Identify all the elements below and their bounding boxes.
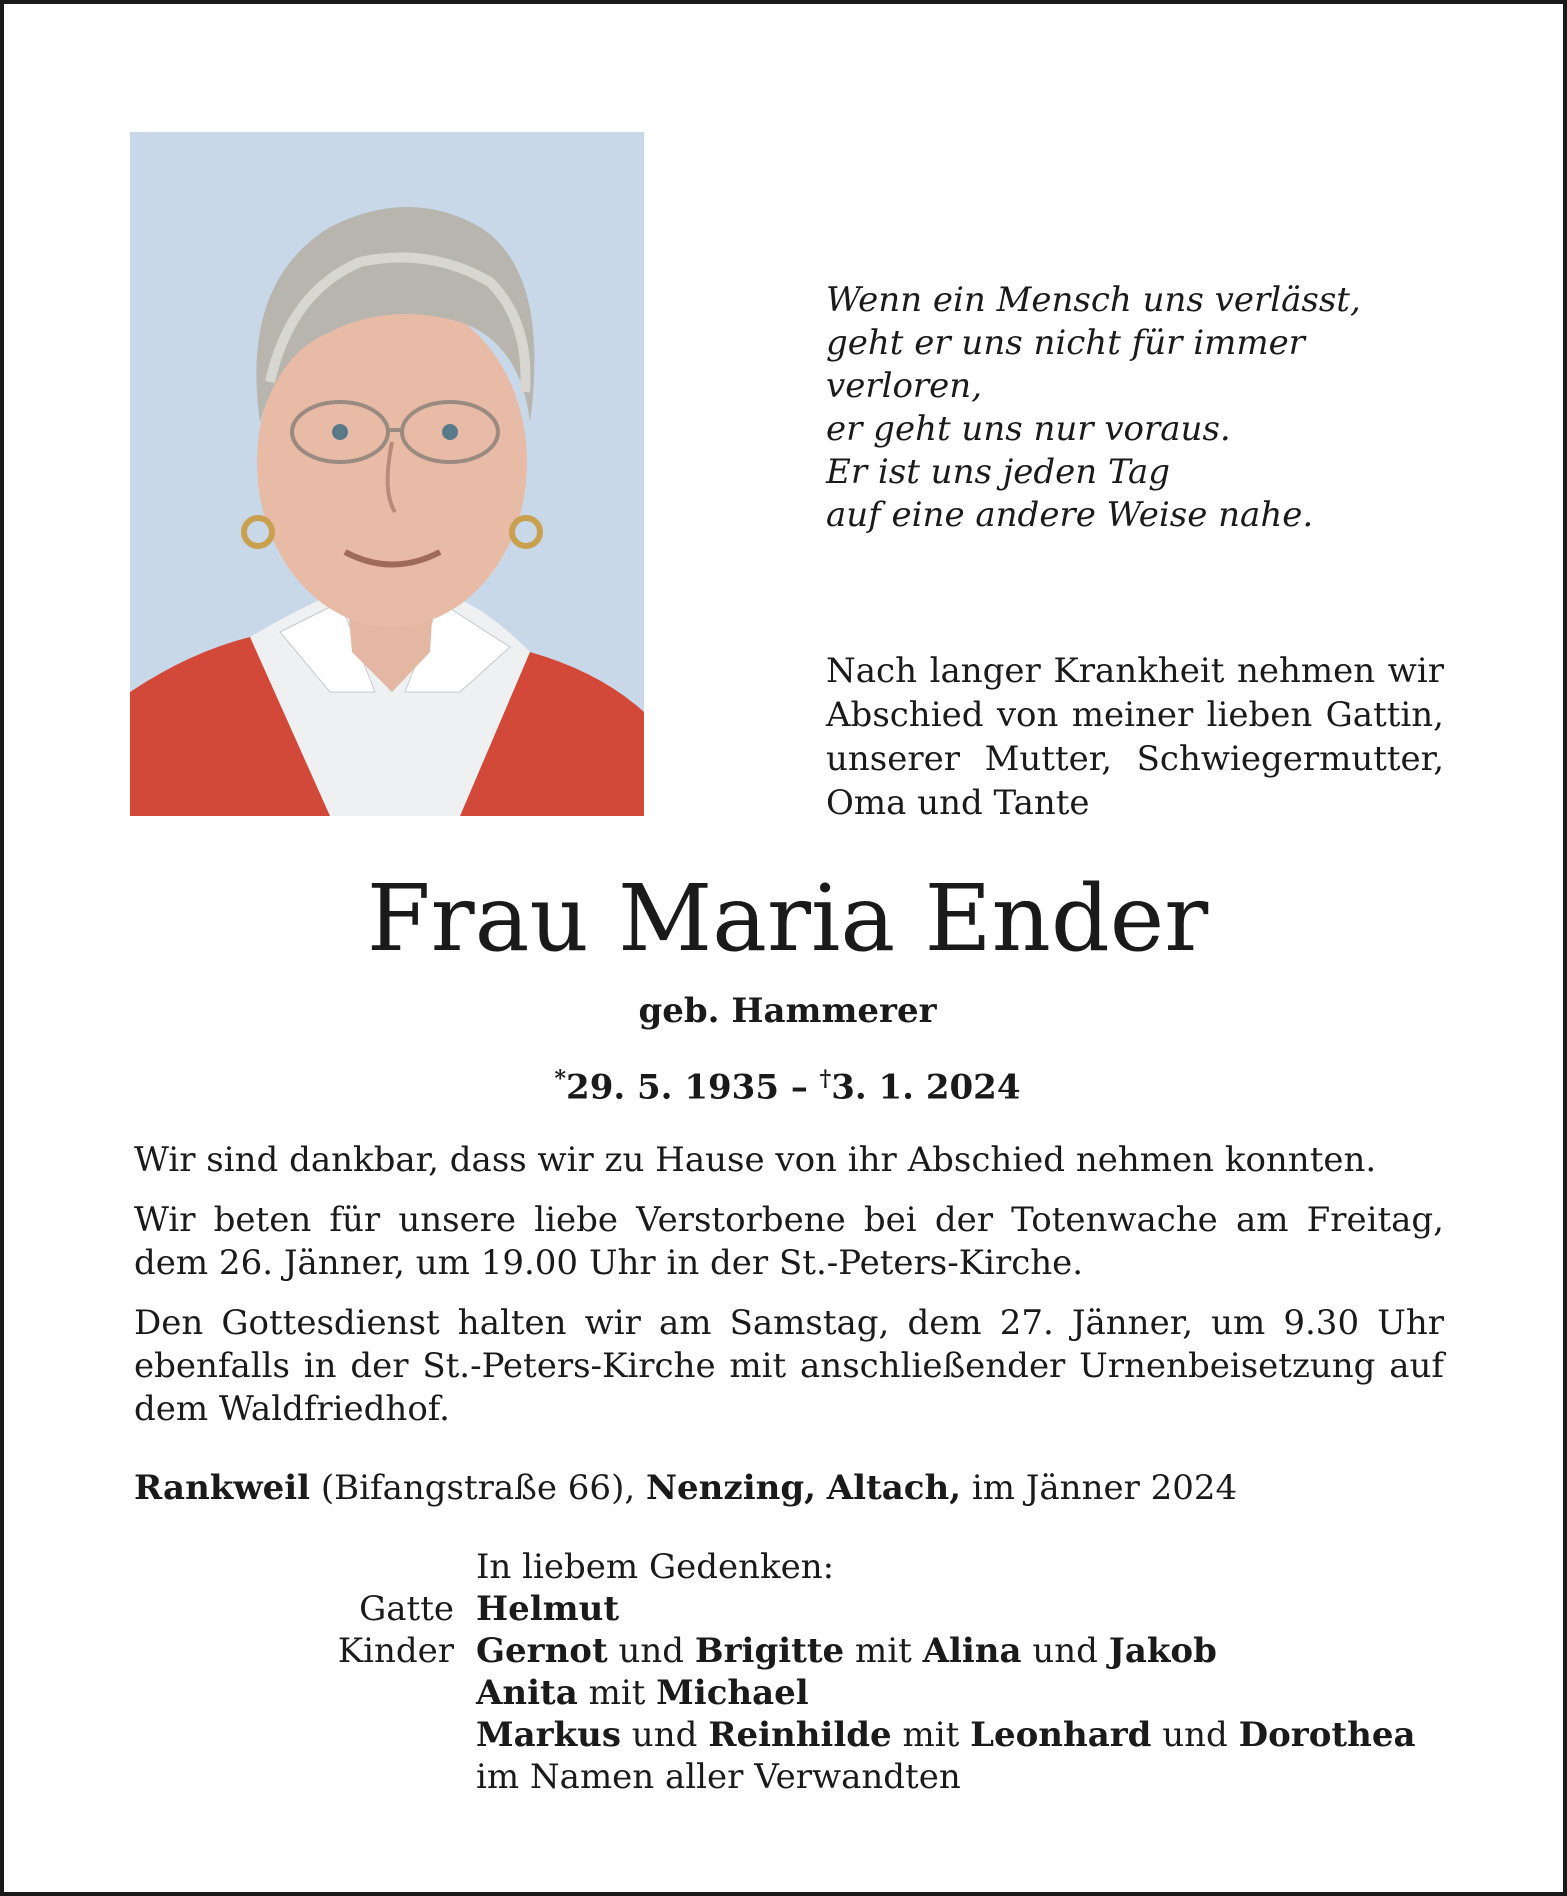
deceased-name: Frau Maria Ender xyxy=(366,865,1209,972)
child-line xyxy=(476,1672,1454,1714)
quote-line: er geht uns nur voraus. xyxy=(826,409,1231,449)
partner-name: Brigitte xyxy=(694,1631,845,1671)
portrait-icon xyxy=(130,132,644,816)
grandchild-name: Jakob xyxy=(1108,1631,1217,1671)
notice-date: im Jänner 2024 xyxy=(961,1468,1238,1508)
connector: und xyxy=(1021,1631,1109,1671)
wake-paragraph: Wir beten für unsere liebe Verstorbene bei der Totenwache am Freitag, dem 26. Jänner, um 19.00 Uhr in der St.-Peters-Kirche. xyxy=(134,1200,1444,1283)
place-date-line xyxy=(134,1466,1444,1510)
connector: mit xyxy=(891,1715,971,1755)
grandchild-name: Alina xyxy=(922,1631,1022,1671)
life-dates xyxy=(4,1054,1567,1112)
obituary-body xyxy=(134,1139,1444,1448)
child-name: Anita xyxy=(476,1673,578,1713)
partner-name: Michael xyxy=(656,1673,809,1713)
intro-line: Oma und Tante xyxy=(826,783,1090,823)
town-rankweil: Rankweil xyxy=(134,1468,311,1508)
grandchild-name: Dorothea xyxy=(1238,1715,1416,1755)
child-name: Markus xyxy=(476,1715,621,1755)
quote-line: geht er uns nicht für immer verloren, xyxy=(826,323,1305,406)
intro-line: Abschied von meiner lieben Gattin, xyxy=(826,695,1444,735)
address: (Bifangstraße 66), xyxy=(310,1468,646,1508)
connector: und xyxy=(1151,1715,1239,1755)
thanks-paragraph: Wir sind dankbar, dass wir zu Hause von ihr Abschied nehmen konnten. xyxy=(134,1140,1377,1180)
quote-line: Wenn ein Mensch uns verlässt, xyxy=(826,280,1361,320)
town-altach: Altach, xyxy=(826,1468,962,1508)
mourners-heading: In liebem Gedenken: xyxy=(476,1547,835,1587)
service-paragraph: Den Gottesdienst halten wir am Samstag, dem 27. Jänner, um 9.30 Uhr ebenfalls in der St.-Peters-Kirche mit anschließender Urnenbeisetzung auf dem Waldfriedhof. xyxy=(134,1303,1444,1429)
intro-text xyxy=(826,649,1444,825)
child-line xyxy=(476,1630,1454,1672)
connector: mit xyxy=(577,1673,657,1713)
spouse-name: Helmut xyxy=(476,1589,620,1629)
intro-line: unserer Mutter, Schwiegermutter, xyxy=(826,739,1444,779)
spouse-role: Gatte xyxy=(359,1589,454,1629)
intro-line: Nach langer Krankheit nehmen wir xyxy=(826,651,1444,691)
town-nenzing: Nenzing, xyxy=(645,1468,816,1508)
memorial-quote xyxy=(826,279,1466,537)
partner-name: Reinhilde xyxy=(708,1715,892,1755)
child-line xyxy=(476,1714,1454,1756)
child-name: Gernot xyxy=(476,1631,608,1671)
quote-line: Er ist uns jeden Tag xyxy=(826,452,1171,492)
death-date: 3. 1. 2024 xyxy=(831,1067,1021,1108)
birth-date: 29. 5. 1935 xyxy=(566,1067,779,1108)
death-cross-icon: † xyxy=(819,1066,832,1092)
maiden-name: geb. Hammerer xyxy=(638,991,937,1031)
birth-star-icon: * xyxy=(554,1066,567,1092)
date-separator: – xyxy=(778,1067,820,1108)
connector: und xyxy=(607,1631,695,1671)
grandchild-name: Leonhard xyxy=(970,1715,1152,1755)
portrait-photo xyxy=(130,132,644,816)
connector: mit xyxy=(844,1631,923,1671)
children-role: Kinder xyxy=(337,1631,454,1671)
mourners-closing: im Namen aller Verwandten xyxy=(476,1757,961,1797)
quote-line: auf eine andere Weise nahe. xyxy=(826,495,1314,535)
mourners-list xyxy=(304,1546,1454,1798)
connector: und xyxy=(621,1715,709,1755)
